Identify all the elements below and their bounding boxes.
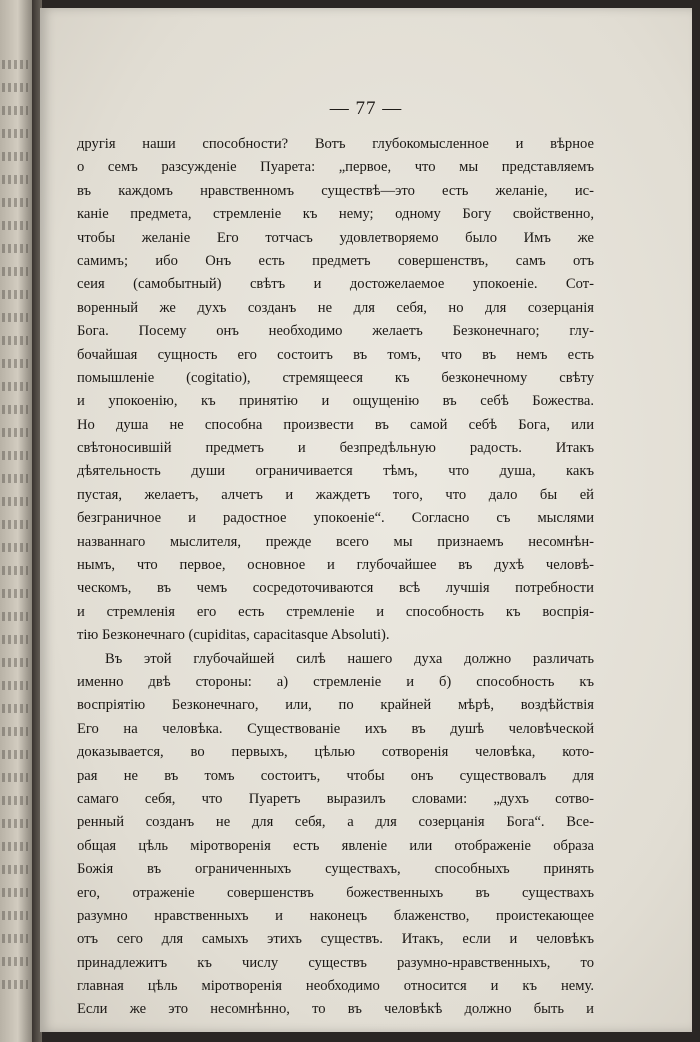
facing-page-text-fragment <box>2 290 28 299</box>
text-line: самимъ; ибо Онъ есть предметъ совершенствъ, самъ отъ <box>77 252 594 269</box>
facing-page-text-fragment <box>2 543 28 552</box>
text-line: отъ сего для самыхъ этихъ существъ. Итакъ, если и человѣкъ <box>77 931 594 948</box>
facing-page-text-fragment <box>2 313 28 322</box>
text-line: самаго себя, что Пуаретъ выразилъ словами: „духъ сотво- <box>77 790 594 807</box>
text-line: нымъ, что первое, основное и глубочайшее въ духѣ человѣ- <box>77 557 594 574</box>
text-line: Бога. Посему онъ необходимо желаетъ Безконечнаго; глу- <box>77 323 594 340</box>
facing-page-text-fragment <box>2 451 28 460</box>
page-text <box>77 133 594 1022</box>
text-line: бочайшая сущность его состоитъ въ томъ, что въ немъ есть <box>77 346 594 363</box>
text-line: рая не въ томъ состоитъ, чтобы онъ существовалъ для <box>77 767 594 784</box>
text-line: Если же это несомнѣнно, то въ человѣкѣ должно быть и <box>77 1001 594 1018</box>
facing-page-text-fragment <box>2 129 28 138</box>
facing-page-text-fragment <box>2 589 28 598</box>
text-line: Его на человѣка. Существованіе ихъ въ душѣ человѣческой <box>77 720 594 737</box>
text-line: въ каждомъ нравственномъ существѣ—это есть желаніе, ис- <box>77 182 594 199</box>
text-line: принадлежитъ къ числу существъ разумно-нравственныхъ, то <box>77 954 594 971</box>
facing-page-text-fragment <box>2 911 28 920</box>
text-line: пустая, желаетъ, алчетъ и жаждетъ того, что дало бы ей <box>77 486 594 503</box>
facing-page-text-fragment <box>2 428 28 437</box>
facing-page-text-fragment <box>2 198 28 207</box>
facing-page-text-fragment <box>2 957 28 966</box>
facing-page-text-fragment <box>2 175 28 184</box>
book-page <box>40 8 692 1032</box>
page-number: — 77 — <box>329 98 403 119</box>
facing-page-text-fragment <box>2 83 28 92</box>
text-line: и упокоенію, къ принятію и ощущенію въ себѣ Божества. <box>77 393 594 410</box>
text-line: тію Безконечнаго (cupiditas, capacitasque Absoluti). <box>77 627 390 644</box>
facing-page-text-fragment <box>2 681 28 690</box>
text-line: его, отраженіе совершенствъ божественныхъ въ существахъ <box>77 884 594 901</box>
facing-page-text-fragment <box>2 474 28 483</box>
text-line: главная цѣль міротворенія необходимо относится и къ нему. <box>77 978 594 995</box>
facing-page-text-fragment <box>2 750 28 759</box>
facing-page-text-fragment <box>2 796 28 805</box>
text-line: названнаго мыслителя, прежде всего мы признаемъ несомнѣн- <box>77 533 594 550</box>
text-line: дѣятельность души ограничивается тѣмъ, что душа, какъ <box>77 463 594 480</box>
facing-page-text-fragment <box>2 727 28 736</box>
text-line: безграничное и радостное упокоеніе“. Согласно съ мыслями <box>77 510 594 527</box>
text-line: воспріятію Безконечнаго, или, по крайней мѣрѣ, воздѣйствія <box>77 697 594 714</box>
facing-page-text-fragment <box>2 773 28 782</box>
facing-page-edge <box>0 0 32 1042</box>
text-line: чтобы желаніе Его тотчасъ удовлетворяемо было Имъ же <box>77 229 594 246</box>
facing-page-text-fragment <box>2 842 28 851</box>
text-line: другія наши способности? Вотъ глубокомысленное и вѣрное <box>77 136 594 152</box>
facing-page-text-fragment <box>2 888 28 897</box>
facing-page-text-fragment <box>2 267 28 276</box>
facing-page-text-fragment <box>2 405 28 414</box>
facing-page-text-fragment <box>2 819 28 828</box>
facing-page-text-fragment <box>2 704 28 713</box>
text-line: именно двѣ стороны: а) стремленіе и б) способность къ <box>77 673 594 690</box>
facing-page-text-fragment <box>2 382 28 391</box>
facing-page-text-fragment <box>2 612 28 621</box>
facing-page-text-fragment <box>2 497 28 506</box>
facing-page-text-fragment <box>2 865 28 874</box>
facing-page-text-fragment <box>2 658 28 667</box>
facing-page-text-fragment <box>2 980 28 989</box>
text-line: о семъ разсужденіе Пуарета: „первое, что мы представляемъ <box>77 159 594 176</box>
facing-page-text-fragment <box>2 520 28 529</box>
text-line: и стремленія его есть стремленіе и способность къ воспрія- <box>77 603 594 620</box>
facing-page-text-fragment <box>2 566 28 575</box>
text-line: воренный же духъ созданъ не для себя, но для созерцанія <box>77 299 594 316</box>
text-line: общая цѣль міротворенія есть явленіе или отображеніе образа <box>77 837 594 854</box>
facing-page-text-fragment <box>2 244 28 253</box>
text-line: доказывается, во первыхъ, цѣлью сотворенія человѣка, кото- <box>77 744 594 761</box>
text-line: сеия (самобытный) свѣтъ и достожелаемое упокоеніе. Сот- <box>77 276 594 293</box>
facing-page-text-fragment <box>2 635 28 644</box>
text-line: Божія въ ограниченныхъ существахъ, способныхъ принять <box>77 861 594 878</box>
facing-page-text-fragment <box>2 934 28 943</box>
facing-page-text-fragment <box>2 152 28 161</box>
text-line: разумно нравственныхъ и наконецъ блаженство, проистекающее <box>77 907 594 924</box>
text-line: каніе предмета, стремленіе къ нему; одному Богу свойственно, <box>77 206 594 223</box>
facing-page-text-fragment <box>2 221 28 230</box>
text-line: ческомъ, въ чемъ сосредоточиваются всѣ лучшія потребности <box>77 580 594 597</box>
text-line: помышленіе (cogitatio), стремящееся къ безконечному свѣту <box>77 369 594 386</box>
text-line: Въ этой глубочайшей силѣ нашего духа должно различать <box>105 650 594 667</box>
facing-page-text-fragment <box>2 336 28 345</box>
facing-page-text-fragment <box>2 359 28 368</box>
facing-page-text-fragment <box>2 106 28 115</box>
facing-page-text-fragment <box>2 60 28 69</box>
text-line: Но душа не способна произвести въ самой себѣ Бога, или <box>77 416 594 433</box>
text-line: свѣтоносившій предметъ и безпредѣльную радость. Итакъ <box>77 440 594 457</box>
text-line: ренный созданъ не для себя, а для созерцанія Бога“. Все- <box>77 814 594 831</box>
